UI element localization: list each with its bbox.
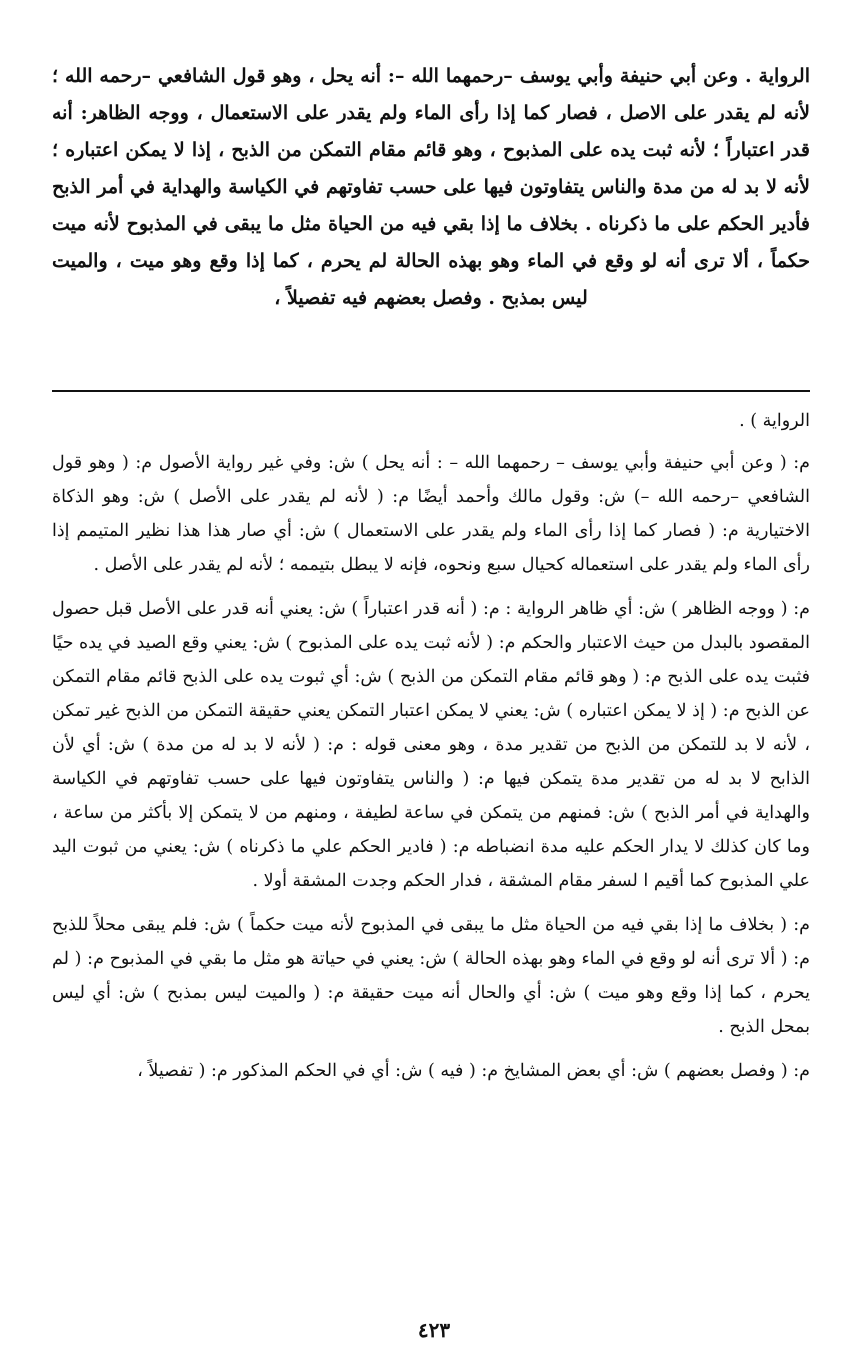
commentary-paragraph: م: ( وعن أبي حنيفة وأبي يوسف – رحمهما الله – : أنه يحل ) ش: وفي غير رواية الأصول م: ( وهو قول الشافعي –رحمه الله –) ش: وقول مالك وأحمد أيضًا م: ( لأنه لم يقدر على الأصل ) ش: وهو الذكاة الاختيارية م: ( فصار كما إذا رأى الماء ولم يقدر على الاستعمال ) ش: أي صار هذا هذا نظير المتيمم إذا رأى الماء ولم يقدر على استعماله كحيال سبع ونحوه، فإنه لا يبطل بتيممه ؛ لأنه لم يقدر على الأصل . <box>52 453 810 575</box>
commentary-paragraph: م: ( وفصل بعضهم ) ش: أي بعض المشايخ م: ( فيه ) ش: أي في الحكم المذكور م: ( تفصيلاً ، <box>137 1061 810 1081</box>
commentary-paragraph: م: ( ووجه الظاهر ) ش: أي ظاهر الرواية : م: ( أنه قدر اعتباراً ) ش: يعني أنه قدر على الأصل قبل حصول المقصود بالبدل من حيث الاعتبار والحكم م: ( لأنه ثبت يده على المذبوح ) ش: يعني وقع الصيد في يده حيًا فثبت يده على الذبح م: ( وهو قائم مقام التمكن من الذبح ) ش: أي ثبوت يده على الذبح قائم مقام التمكن عن الذبح م: ( إذ لا يمكن اعتباره ) ش: يعني لا يمكن اعتبار التمكن يعني حقيقة التمكن من الذبح غير تمكن ، لأنه لا بد للتمكن من الذبح من تقدير مدة ، وهو معنى قوله : م: ( لأنه لا بد له من مدة ) ش: أي لأن الذابح لا بد له من تقدير مدة يتمكن فيها م: ( والناس يتفاوتون فيها على حسب تفاوتهم في الكياسة والهداية في أمر الذبح ) ش: فمنهم من يتمكن في ساعة لطيفة ، ومنهم من لا يتمكن إلا بأكثر من ساعة ، وما كان كذلك لا يدار الحكم عليه مدة انضباطه م: ( فادير الحكم علي ما ذكرناه ) ش: يعني من ثبوت اليد علي المذبوح كما أقيم ا لسفر مقام المشقة ، فدار الحكم وجدت المشقة أولا . <box>52 599 810 891</box>
commentary-paragraph: الرواية ) . <box>739 411 810 431</box>
matn-text: الرواية . وعن أبي حنيفة وأبي يوسف –رحمهما الله –: أنه يحل ، وهو قول الشافعي –رحمه الله ؛ لأنه لم يقدر على الاصل ، فصار كما إذا رأى الماء ولم يقدر على الاستعمال ، ووجه الظاهر: أنه قدر اعتباراً ؛ لأنه ثبت يده على المذبوح ، وهو قائم مقام التمكن من الذبح ، إذا لا يمكن اعتباره ؛ لأنه لا بد له من مدة والناس يتفاوتون فيها على حسب تفاوتهم في الكياسة والهداية في أمر الذبح فأدير الحكم على ما ذكرناه . بخلاف ما إذا بقي فيه من الحياة مثل ما يبقى في المذبوح لأنه ميت حكماً ، ألا ترى أنه لو وقع في الماء وهو بهذه الحالة لم يحرم ، كما إذا وقع وهو ميت ، والميت ليس بمذبح . وفصل بعضهم فيه تفصيلاً ، <box>52 65 810 309</box>
commentary-paragraph: م: ( بخلاف ما إذا بقي فيه من الحياة مثل ما يبقى في المذبوح لأنه ميت حكماً ) ش: فلم يبقى محلاً للذبح م: ( ألا ترى أنه لو وقع في الماء وهو بهذه الحالة ) ش: يعني في حياتة هو مثل ما بقي في المذبوح م: ( لم يحرم ، كما إذا وقع وهو ميت ) ش: أي والحال أنه ميت حقيقة م: ( والميت ليس بمذبح ) ش: أي ليس بمحل الذبح . <box>52 915 810 1037</box>
commentary-section <box>52 404 810 1098</box>
page-number: ٤٢٣ <box>417 1318 451 1342</box>
separator-rule <box>52 390 810 392</box>
